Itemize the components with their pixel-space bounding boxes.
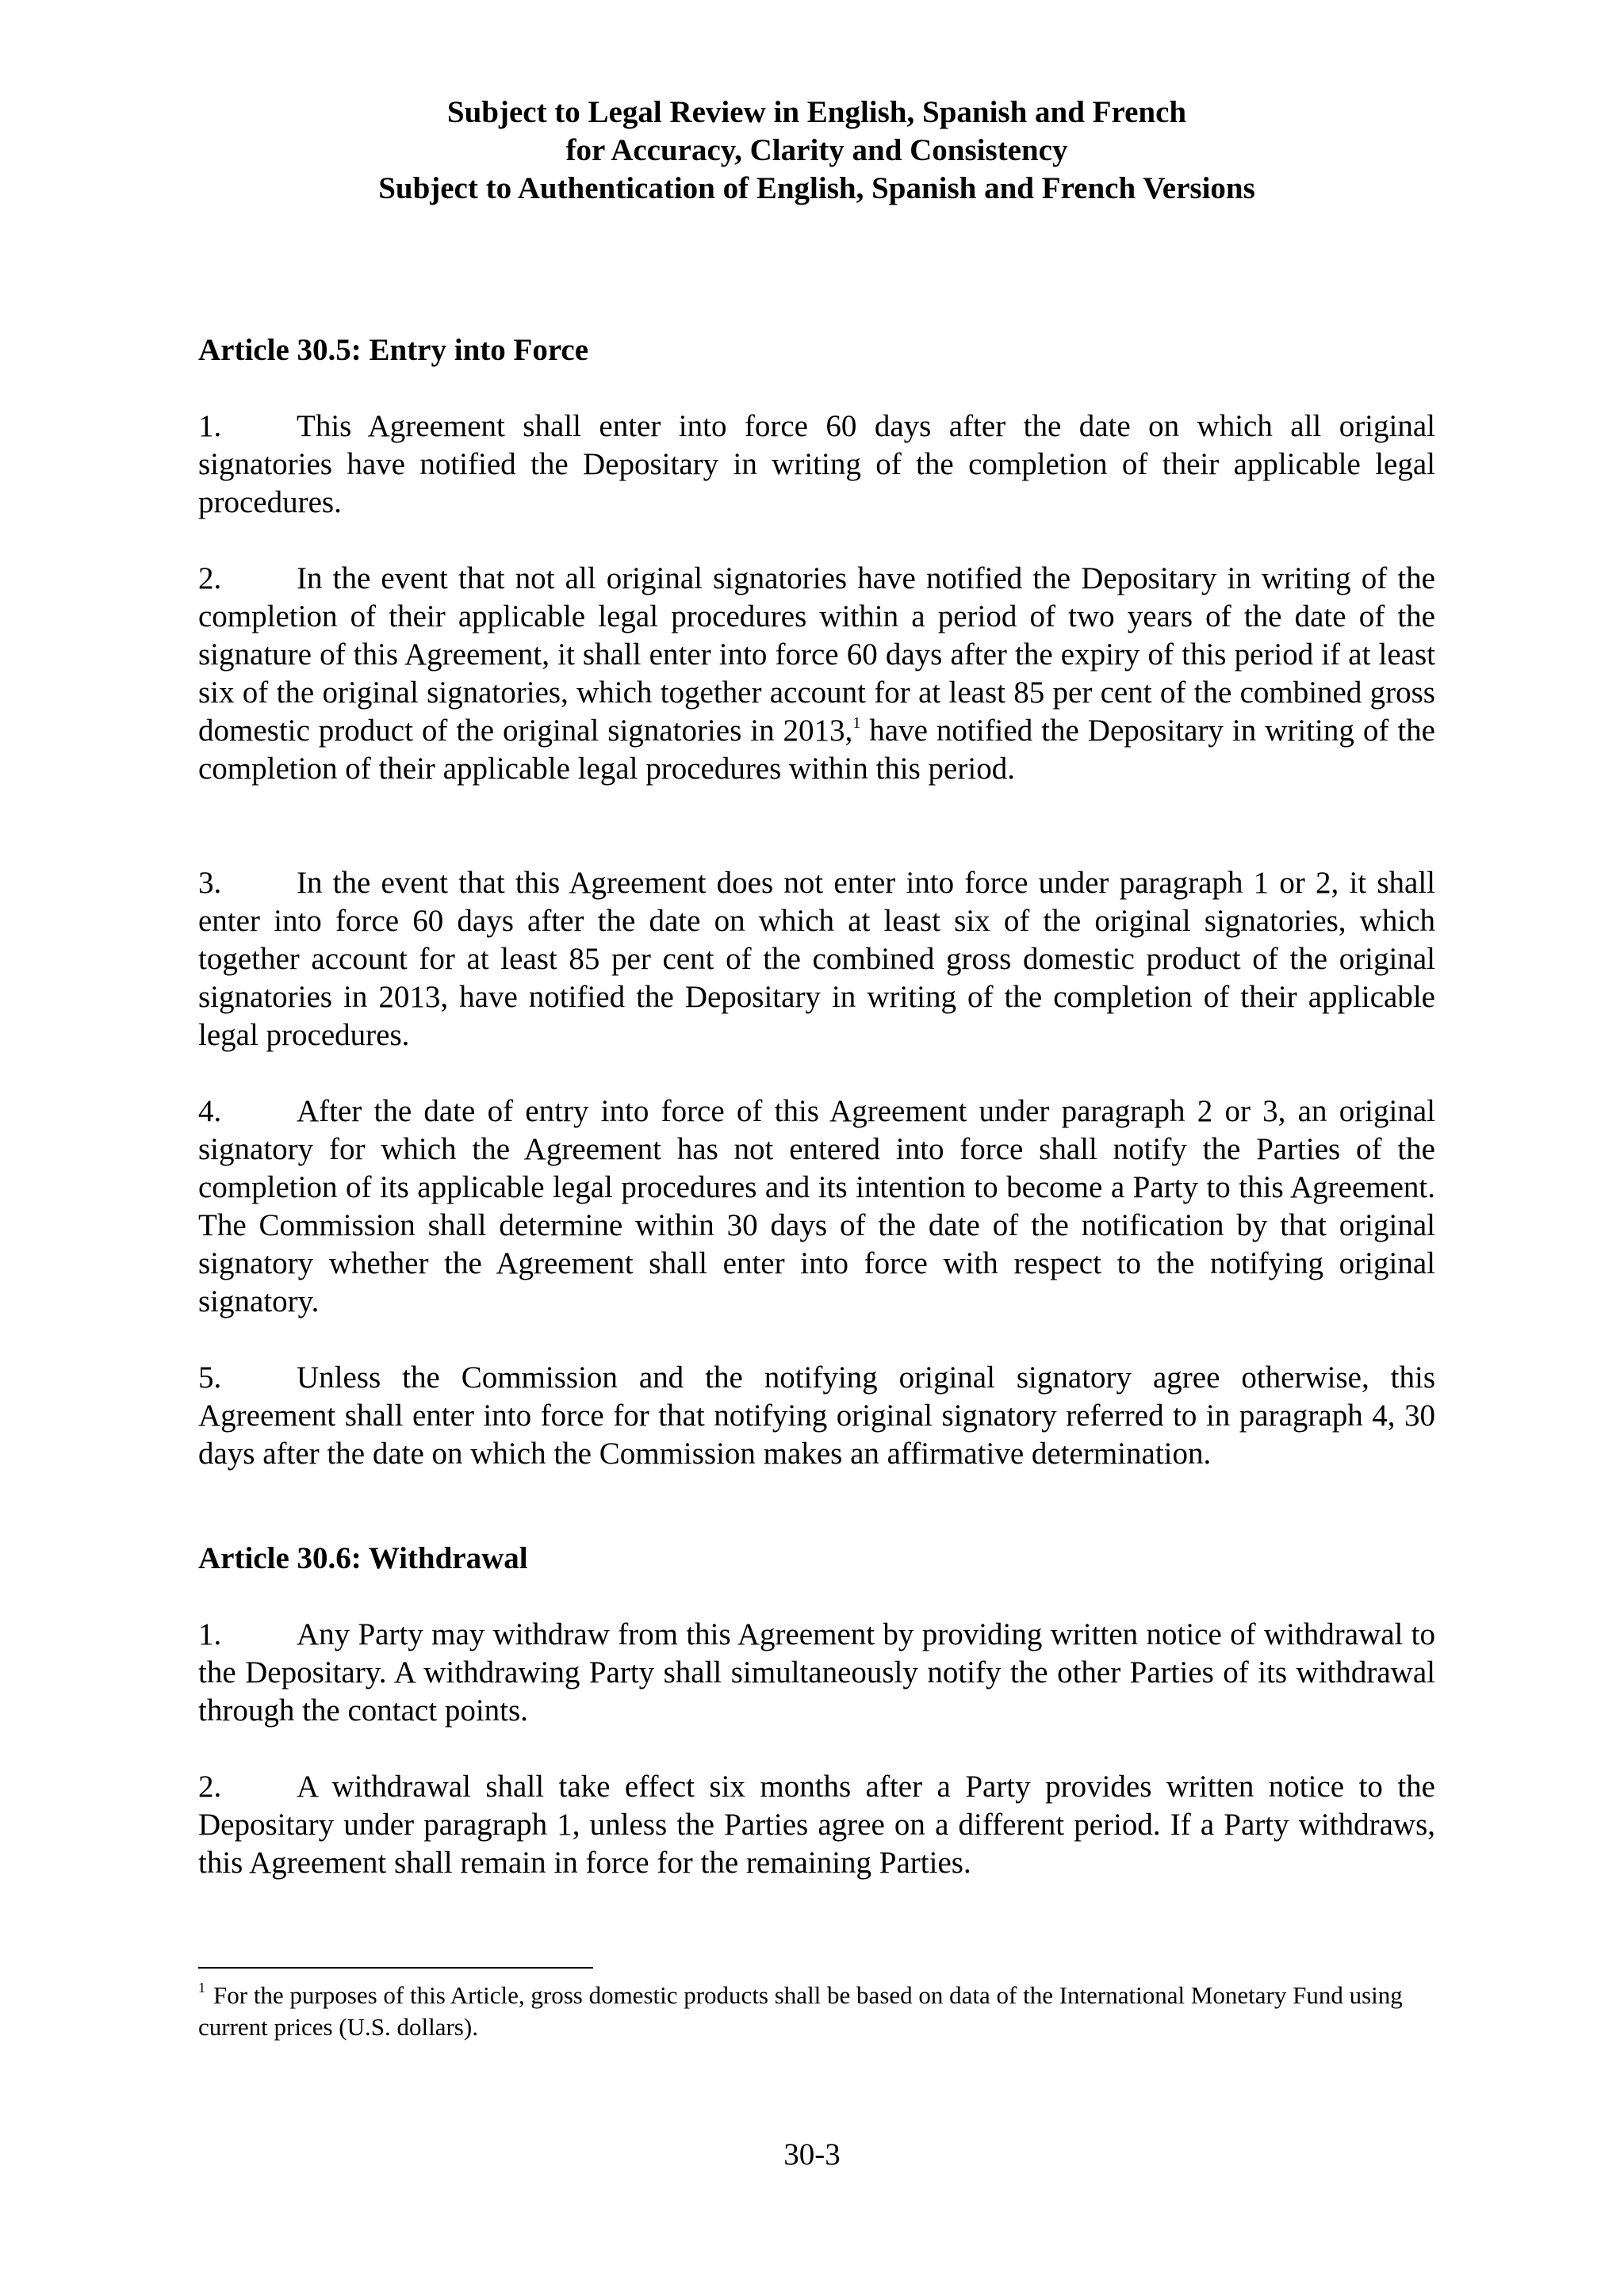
paragraph-text: In the event that not all original signatories have notified the Depositary in writing of the completion of their applicable legal procedures within a period of two years of the date of the signature of this Agreement, it shall enter into force 60 days after the expiry of this period if at least six of the original signatories, which together account for at least 85 per cent of the combined gross domestic product of the original signatories in 2013, — [198, 561, 1435, 748]
page-number: 30-3 — [783, 2137, 841, 2172]
paragraph-text: This Agreement shall enter into force 60 days after the date on which all original signatories have notified the Depositary in writing of the completion of their applicable legal procedures. — [198, 409, 1435, 519]
article-30-6-paragraph-2 — [198, 1768, 1435, 1882]
paragraph-text: In the event that this Agreement does not enter into force under paragraph 1 or 2, it shall enter into force 60 days after the date on which at least six of the original signatories, which together account for at least 85 per cent of the combined gross domestic product of the original signatories in 2013, have notified the Depositary in writing of the completion of their applicable legal procedures. — [198, 866, 1435, 1052]
article-30-5-paragraph-3 — [198, 864, 1435, 1054]
paragraph-number: 4. — [198, 1094, 222, 1128]
article-30-5-heading: Article 30.5: Entry into Force — [198, 333, 589, 367]
footnote-reference: 1 — [852, 714, 861, 732]
footnote-text: For the purposes of this Article, gross domestic products shall be based on data of the International Monetary Fund using current prices (U.S. dollars). — [198, 1981, 1403, 2041]
paragraph-number: 1. — [198, 409, 222, 443]
paragraph-number: 3. — [198, 866, 222, 900]
article-30-6-paragraph-1 — [198, 1616, 1435, 1730]
paragraph-number: 5. — [198, 1360, 222, 1395]
review-notice-header — [198, 94, 1435, 208]
paragraph-number: 2. — [198, 1770, 222, 1804]
header-line-1: Subject to Legal Review in English, Spanish and French — [446, 95, 1187, 129]
paragraph-text: A withdrawal shall take effect six months after a Party provides written notice to the Depositary under paragraph 1, unless the Parties agree on a different period. If a Party withdraws, this Agreement shall remain in force for the remaining Parties. — [198, 1770, 1435, 1880]
paragraph-text-continued: have notified the Depositary in writing of the completion of their applicable legal procedures within this period. — [198, 714, 1435, 786]
footnote-1 — [198, 1980, 1435, 2043]
footnote-marker: 1 — [198, 1980, 205, 1996]
header-line-2: for Accuracy, Clarity and Consistency — [565, 133, 1068, 167]
paragraph-text: After the date of entry into force of this Agreement under paragraph 2 or 3, an original signatory for which the Agreement has not entered into force shall notify the Parties of the completion of its applicable legal procedures and its intention to become a Party to this Agreement. The Commission shall determine within 30 days of the date of the notification by that original signatory whether the Agreement shall enter into force with respect to the notifying original signatory. — [198, 1094, 1435, 1318]
article-30-6-heading: Article 30.6: Withdrawal — [198, 1541, 528, 1575]
article-30-5-paragraph-1 — [198, 408, 1435, 522]
article-30-5-paragraph-4 — [198, 1093, 1435, 1321]
paragraph-text: Any Party may withdraw from this Agreement by providing written notice of withdrawal to the Depositary. A withdrawing Party shall simultaneously notify the other Parties of its withdrawal through the contact points. — [198, 1617, 1435, 1728]
article-30-5-paragraph-2 — [198, 560, 1435, 788]
paragraph-number: 2. — [198, 561, 222, 595]
paragraph-number: 1. — [198, 1617, 222, 1651]
footnote-separator — [198, 1967, 593, 1969]
article-30-5-paragraph-5 — [198, 1359, 1435, 1473]
paragraph-text: Unless the Commission and the notifying original signatory agree otherwise, this Agreement shall enter into force for that notifying original signatory referred to in paragraph 4, 30 days after the date on which the Commission makes an affirmative determination. — [198, 1360, 1435, 1471]
header-line-3: Subject to Authentication of English, Spanish and French Versions — [378, 171, 1255, 205]
